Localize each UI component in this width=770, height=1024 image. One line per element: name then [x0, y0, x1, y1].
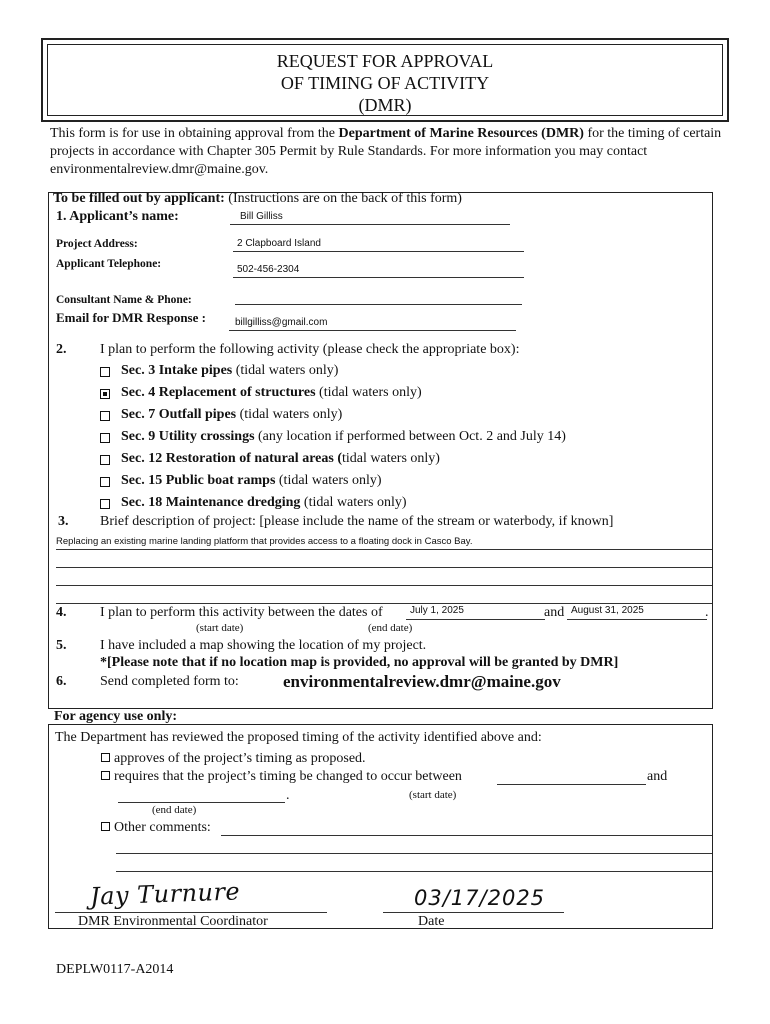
map-number: 5.: [56, 638, 67, 653]
end-date-field[interactable]: [567, 604, 707, 620]
activity-option-title: Sec. 9 Utility crossings: [121, 429, 255, 444]
consultant-label: Consultant Name & Phone:: [56, 294, 192, 306]
agency-other-row: [101, 820, 211, 836]
agency-start-caption: (start date): [409, 789, 457, 801]
dates-and: and: [544, 605, 565, 620]
start-date-field[interactable]: [406, 604, 545, 620]
title-line-3: (DMR): [358, 95, 412, 115]
activity-option-title: Sec. 18 Maintenance dredging: [121, 495, 301, 510]
telephone-field[interactable]: [233, 263, 524, 278]
activity-option-title: Sec. 7 Outfall pipes: [121, 407, 237, 422]
requires-checkbox[interactable]: [101, 771, 110, 780]
activity-option-note: (tidal waters only): [232, 363, 339, 378]
activity-option-note: (tidal waters only): [275, 473, 382, 488]
activity-option-title: Sec. 3 Intake pipes: [121, 363, 233, 378]
agency-start-date-field[interactable]: [497, 770, 646, 785]
other-comments-checkbox[interactable]: [101, 822, 110, 831]
applicant-name-value: Bill Gilliss: [240, 211, 283, 222]
send-email[interactable]: environmentalreview.dmr@maine.gov: [283, 672, 561, 691]
other-comments-line-1[interactable]: [221, 821, 712, 836]
applicant-heading-note: (Instructions are on the back of this form): [224, 191, 462, 206]
intro-paragraph: [50, 125, 740, 179]
activity-option-title: Sec. 15 Public boat ramps: [121, 473, 276, 488]
project-address-field[interactable]: [233, 237, 524, 252]
agency-intro: The Department has reviewed the proposed timing of the activity identified above and:: [55, 730, 542, 745]
intro-text-before: This form is for use in obtaining approval from the: [50, 126, 339, 141]
other-comments-line-3[interactable]: [116, 857, 712, 872]
form-id: DEPLW0117-A2014: [56, 962, 174, 977]
other-comments-line-2[interactable]: [116, 839, 712, 854]
activity-checkbox-sec7[interactable]: [100, 411, 110, 421]
intro-dept: Department of Marine Resources (DMR): [338, 126, 584, 141]
activity-option-note: (tidal waters only): [236, 407, 343, 422]
applicant-name-field[interactable]: [230, 210, 510, 225]
agency-other-label: Other comments:: [114, 820, 211, 835]
activity-options: [100, 363, 700, 513]
dates-period: .: [705, 605, 709, 620]
activity-number: 2.: [56, 342, 67, 357]
activity-option-note: tidal waters only): [342, 451, 440, 466]
description-line-2[interactable]: [56, 553, 712, 568]
map-text: I have included a map showing the location of my project.: [100, 638, 427, 653]
agency-approves-text: approves of the project’s timing as proposed.: [114, 751, 366, 766]
title-line-1: REQUEST FOR APPROVAL: [276, 51, 494, 71]
agency-heading: For agency use only:: [54, 709, 178, 724]
agency-end-date-field[interactable]: [118, 788, 285, 803]
date-line[interactable]: [383, 912, 564, 913]
dates-prompt: I plan to perform this activity between the dates of: [100, 605, 383, 620]
agency-requires-period: .: [286, 788, 290, 803]
description-field[interactable]: [56, 535, 712, 550]
telephone-label: Applicant Telephone:: [56, 258, 162, 270]
title-inner-border: [47, 44, 723, 116]
applicant-heading: [53, 191, 462, 207]
end-date-value: August 31, 2025: [571, 605, 644, 616]
description-number: 3.: [58, 514, 69, 529]
start-date-caption: (start date): [196, 622, 244, 634]
project-address-value: 2 Clapboard Island: [237, 238, 321, 249]
description-prompt: Brief description of project: [please include the name of the stream or waterbody, if known]: [100, 514, 614, 529]
activity-checkbox-sec9[interactable]: [100, 433, 110, 443]
description-line-4[interactable]: [56, 589, 712, 604]
agency-requires-and: and: [647, 769, 668, 784]
intro-text-after: for the timing of certain projects in accordance with Chapter 305 Permit by Rule Standards. For more information you may contact environmentalreview.dmr@maine.gov.: [50, 126, 722, 177]
applicant-name-label: 1. Applicant’s name:: [56, 209, 179, 224]
dates-number: 4.: [56, 605, 67, 620]
map-note: *[Please note that if no location map is provided, no approval will be granted by DMR]: [100, 655, 619, 670]
send-text: Send completed form to:: [100, 674, 239, 689]
date-label: Date: [418, 914, 445, 929]
applicant-heading-bold: To be filled out by applicant:: [53, 191, 225, 206]
activity-option-title: Sec. 4 Replacement of structures: [121, 385, 316, 400]
signature-date: 03/17/2025: [414, 886, 546, 910]
telephone-value: 502-456-2304: [237, 264, 300, 275]
title-box: [41, 38, 729, 122]
agency-approves-row: [101, 751, 366, 767]
agency-requires-row: [101, 769, 462, 785]
activity-prompt: I plan to perform the following activity (please check the appropriate box):: [100, 342, 520, 357]
agency-requires-text: requires that the project’s timing be changed to occur between: [114, 769, 462, 784]
signature-line[interactable]: [55, 912, 327, 913]
coordinator-label: DMR Environmental Coordinator: [78, 914, 268, 929]
send-number: 6.: [56, 674, 67, 689]
agency-end-caption: (end date): [152, 804, 197, 816]
activity-checkbox-sec12[interactable]: [100, 455, 110, 465]
activity-option-title: Sec. 12 Restoration of natural areas (: [121, 451, 342, 466]
coordinator-signature: Jay Turnure: [89, 877, 241, 911]
title-line-2: OF TIMING OF ACTIVITY: [280, 73, 490, 93]
activity-option-note: (tidal waters only): [300, 495, 407, 510]
activity-option-note: (any location if performed between Oct. 2 and July 14): [254, 429, 566, 444]
activity-checkbox-sec18[interactable]: [100, 499, 110, 509]
email-label: Email for DMR Response :: [56, 310, 206, 325]
end-date-caption: (end date): [368, 622, 413, 634]
activity-checkbox-sec3[interactable]: [100, 367, 110, 377]
approves-checkbox[interactable]: [101, 753, 110, 762]
consultant-field[interactable]: [235, 290, 522, 305]
project-address-label: Project Address:: [56, 238, 138, 250]
email-field[interactable]: [229, 316, 516, 331]
description-value: Replacing an existing marine landing platform that provides access to a floating dock in Casco Bay.: [56, 536, 473, 547]
activity-option-note: (tidal waters only): [315, 385, 422, 400]
description-line-3[interactable]: [56, 571, 712, 586]
email-value: billgilliss@gmail.com: [235, 317, 328, 328]
activity-checkbox-sec15[interactable]: [100, 477, 110, 487]
activity-checkbox-sec4[interactable]: [100, 389, 110, 399]
start-date-value: July 1, 2025: [410, 605, 464, 616]
